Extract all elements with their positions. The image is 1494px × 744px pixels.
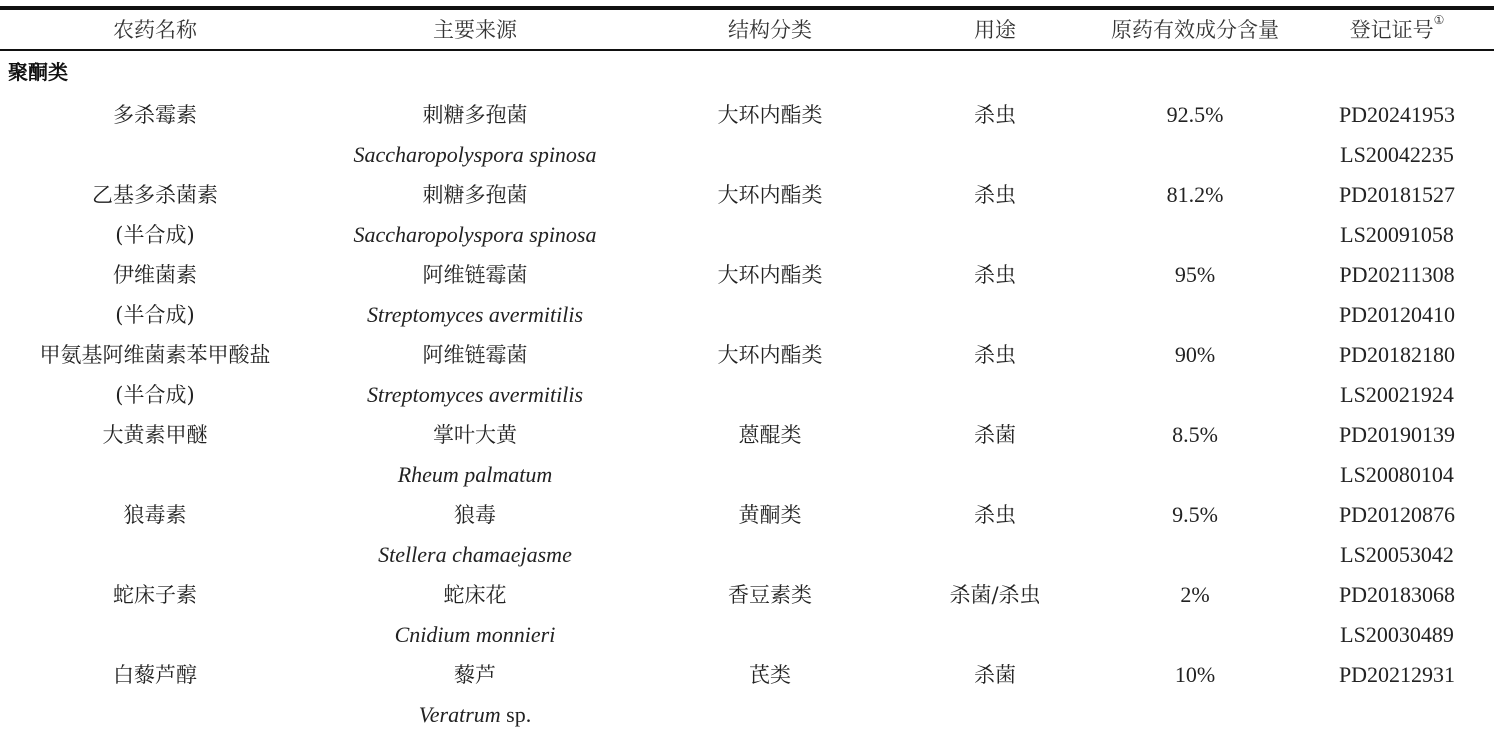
reg-number-2: LS20042235 — [1340, 142, 1454, 167]
structure-class: 大环内酯类 — [717, 103, 823, 127]
reg-number: PD20120876 — [1338, 502, 1456, 527]
table-row-continued — [0, 295, 1494, 335]
reg-number: PD20190139 — [1338, 422, 1456, 447]
table-row — [0, 655, 1494, 695]
header-reg-label: 登记证号 — [1349, 18, 1434, 42]
source-cn: 藜芦 — [454, 663, 496, 687]
species-name: Streptomyces avermitilis — [366, 382, 584, 407]
source-latin — [310, 375, 640, 415]
source-cn: 刺糖多孢菌 — [422, 183, 528, 207]
pesticide-name: 白藜芦醇 — [113, 663, 197, 687]
table-row — [0, 415, 1494, 455]
use: 杀菌/杀虫 — [949, 583, 1041, 607]
use: 杀虫 — [974, 183, 1016, 207]
species-name: Stellera chamaejasme — [378, 542, 572, 567]
reg-number-2: LS20080104 — [1340, 462, 1454, 487]
source-latin — [310, 215, 640, 255]
pesticide-name: 狼毒素 — [123, 503, 187, 527]
use: 杀虫 — [974, 343, 1016, 367]
table-row-continued — [0, 375, 1494, 415]
reg-number-2: LS20021924 — [1340, 382, 1454, 407]
table-row-continued — [0, 615, 1494, 655]
species-name: Streptomyces avermitilis — [366, 302, 584, 327]
use: 杀菌 — [974, 663, 1016, 687]
species-name: Saccharopolyspora spinosa — [353, 222, 597, 247]
table-row-continued — [0, 215, 1494, 255]
source-cn: 蛇床花 — [443, 583, 507, 607]
source-latin — [310, 615, 640, 655]
source-cn: 刺糖多孢菌 — [422, 103, 528, 127]
content: 81.2% — [1166, 182, 1224, 207]
source-latin — [310, 295, 640, 335]
table-header-rule — [0, 49, 1494, 51]
source-cn: 掌叶大黄 — [433, 423, 517, 447]
pesticide-name: 伊维菌素 — [113, 263, 197, 287]
table-row-continued — [0, 535, 1494, 575]
reg-number: PD20212931 — [1338, 662, 1456, 687]
header-class: 结构分类 — [728, 18, 812, 42]
species-name: Veratrum — [418, 702, 501, 727]
reg-number: PD20182180 — [1338, 342, 1456, 367]
table-row — [0, 255, 1494, 295]
structure-class: 大环内酯类 — [717, 343, 823, 367]
reg-number-2: LS20053042 — [1340, 542, 1454, 567]
source-latin — [310, 135, 640, 175]
table-row — [0, 175, 1494, 215]
reg-number: PD20241953 — [1338, 102, 1456, 127]
structure-class: 黄酮类 — [738, 503, 802, 527]
content: 90% — [1174, 342, 1216, 367]
header-name: 农药名称 — [113, 18, 197, 42]
source-latin — [310, 535, 640, 575]
use: 杀虫 — [974, 263, 1016, 287]
species-name: Cnidium monnieri — [394, 622, 556, 647]
reg-number-2: LS20091058 — [1340, 222, 1454, 247]
pesticide-name: 甲氨基阿维菌素苯甲酸盐 — [39, 343, 271, 367]
species-name: Saccharopolyspora spinosa — [353, 142, 597, 167]
content: 92.5% — [1166, 102, 1224, 127]
use: 杀虫 — [974, 103, 1016, 127]
source-cn: 阿维链霉菌 — [422, 343, 528, 367]
header-reg — [1300, 10, 1494, 50]
content: 10% — [1174, 662, 1216, 687]
table-row-continued — [0, 455, 1494, 495]
structure-class: 香豆素类 — [728, 583, 812, 607]
header-content: 原药有效成分含量 — [1111, 18, 1279, 42]
species-name: Rheum palmatum — [397, 462, 553, 487]
group-label: 聚酮类 — [8, 60, 68, 84]
source-cn: 阿维链霉菌 — [422, 263, 528, 287]
species-suffix: sp. — [500, 702, 532, 727]
table-row-continued — [0, 135, 1494, 175]
reg-number-2: LS20030489 — [1340, 622, 1454, 647]
table-row — [0, 335, 1494, 375]
use: 杀菌 — [974, 423, 1016, 447]
content: 8.5% — [1172, 422, 1218, 447]
pesticide-name: 多杀霉素 — [113, 103, 197, 127]
reg-number: PD20183068 — [1338, 582, 1456, 607]
table-row — [0, 95, 1494, 135]
structure-class: 蒽醌类 — [738, 423, 802, 447]
reg-number-2: PD20120410 — [1338, 302, 1456, 327]
table-row — [0, 495, 1494, 535]
pesticide-name: 乙基多杀菌素 — [92, 183, 218, 207]
structure-class: 芪类 — [749, 663, 791, 687]
footnote-mark: ① — [1433, 13, 1445, 27]
header-source: 主要来源 — [433, 18, 517, 42]
table-row — [0, 575, 1494, 615]
pesticide-note: (半合成) — [115, 303, 195, 327]
content: 2% — [1180, 582, 1210, 607]
content: 9.5% — [1172, 502, 1218, 527]
source-latin — [310, 455, 640, 495]
header-use: 用途 — [974, 18, 1016, 42]
structure-class: 大环内酯类 — [717, 183, 823, 207]
pesticide-name: 大黄素甲醚 — [102, 423, 208, 447]
table-row-continued — [0, 695, 1494, 735]
use: 杀虫 — [974, 503, 1016, 527]
structure-class: 大环内酯类 — [717, 263, 823, 287]
source-cn: 狼毒 — [454, 503, 496, 527]
pesticide-name: 蛇床子素 — [113, 583, 197, 607]
pesticide-note: (半合成) — [115, 383, 195, 407]
reg-number: PD20211308 — [1339, 262, 1455, 287]
content: 95% — [1174, 262, 1216, 287]
reg-number: PD20181527 — [1338, 182, 1456, 207]
source-latin — [310, 695, 640, 735]
pesticide-note: (半合成) — [115, 223, 195, 247]
table-header — [0, 10, 1494, 50]
